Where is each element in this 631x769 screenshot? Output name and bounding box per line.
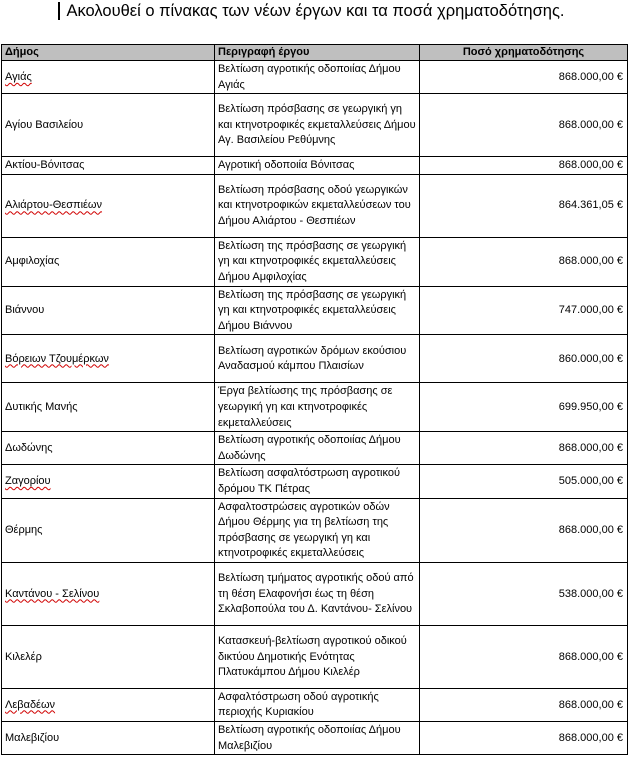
cell-description: Ασφαλτόστρωση οδού αγροτικής περιοχής Κυριακίου xyxy=(215,688,420,721)
cell-municipality: Ακτίου-Βόνιτσας xyxy=(2,157,215,175)
table-row xyxy=(2,335,628,383)
cell-municipality: Καντάνου - Σελίνου xyxy=(2,562,215,625)
text-cursor xyxy=(58,2,60,20)
cell-amount: 699.950,00 € xyxy=(420,383,628,432)
cell-municipality: Κιλελέρ xyxy=(2,625,215,688)
cell-description: Ασφαλτοστρώσεις αγροτικών οδών Δήμου Θέρμης για τη βελτίωση της πρόσβασης σε γεωργική γη και κτηνοτροφικές εκμεταλλεύσεις xyxy=(215,498,420,562)
cell-description: Βελτίωση τμήματος αγροτικής οδού από τη θέση Ελαφονήσι έως τη θέση Σκλαβοπούλα του Δ. Καντάνου- Σελίνου xyxy=(215,562,420,625)
cell-amount: 868.000,00 € xyxy=(420,625,628,688)
cell-amount: 868.000,00 € xyxy=(420,157,628,175)
cell-municipality: Θέρμης xyxy=(2,498,215,562)
title-text: Ακολουθεί ο πίνακας των νέων έργων και τα ποσά χρηματοδότησης. xyxy=(66,2,565,20)
cell-description: Έργα βελτίωσης της πρόσβασης σε γεωργική γη και κτηνοτροφικές εκμεταλλεύσεις xyxy=(215,383,420,432)
cell-municipality: Αλιάρτου-Θεσπιέων xyxy=(2,174,215,237)
cell-description: Βελτίωση της πρόσβασης σε γεωργική γη και κτηνοτροφικές εκμεταλλεύσεις Δήμου Βιάννου xyxy=(215,286,420,335)
cell-amount: 868.000,00 € xyxy=(420,237,628,286)
table-row xyxy=(2,562,628,625)
cell-amount: 505.000,00 € xyxy=(420,465,628,498)
cell-amount: 868.000,00 € xyxy=(420,722,628,755)
table-row xyxy=(2,465,628,498)
cell-amount: 860.000,00 € xyxy=(420,335,628,383)
header-description: Περιγραφή έργου xyxy=(215,45,420,61)
cell-description: Αγροτική οδοποιία Βόνιτσας xyxy=(215,157,420,175)
header-amount: Ποσό χρηματοδότησης xyxy=(420,45,628,61)
cell-amount: 868.000,00 € xyxy=(420,498,628,562)
cell-description: Βελτίωση αγροτικής οδοποιίας Δήμου Δωδώνης xyxy=(215,432,420,465)
cell-municipality: Βόρειων Τζουμέρκων xyxy=(2,335,215,383)
table-row xyxy=(2,688,628,721)
table-row xyxy=(2,625,628,688)
table-row xyxy=(2,286,628,335)
table-row xyxy=(2,61,628,94)
projects-table xyxy=(1,44,628,755)
cell-description: Βελτίωση ασφαλτόστρωση αγροτικού δρόμου ΤΚ Πέτρας xyxy=(215,465,420,498)
cell-municipality: Βιάννου xyxy=(2,286,215,335)
cell-description: Βελτίωση της πρόσβασης σε γεωργική γη και κτηνοτροφικές εκμεταλλεύσεις Δήμου Αμφιλοχίας xyxy=(215,237,420,286)
cell-municipality: Αγίου Βασιλείου xyxy=(2,94,215,157)
cell-amount: 868.000,00 € xyxy=(420,688,628,721)
cell-amount: 864.361,05 € xyxy=(420,174,628,237)
cell-municipality: Λεβαδέων xyxy=(2,688,215,721)
table-row xyxy=(2,94,628,157)
page-title xyxy=(0,0,631,26)
cell-description: Βελτίωση αγροτικής οδοποιίας Δήμου Μαλεβιζίου xyxy=(215,722,420,755)
table-row xyxy=(2,383,628,432)
cell-municipality: Ζαγορίου xyxy=(2,465,215,498)
table-row xyxy=(2,722,628,755)
table-body xyxy=(2,61,628,755)
cell-municipality: Δωδώνης xyxy=(2,432,215,465)
cell-municipality: Δυτικής Μανής xyxy=(2,383,215,432)
cell-description: Βελτίωση πρόσβασης οδού γεωργικών και κτηνοτροφικών εκμεταλλεύσεων του Δήμου Αλιάρτου - Θεσπιέων xyxy=(215,174,420,237)
cell-description: Κατασκευή-βελτίωση αγροτικού οδικού δικτύου Δημοτικής Ενότητας Πλατυκάμπου Δήμου Κιλελέρ xyxy=(215,625,420,688)
cell-amount: 868.000,00 € xyxy=(420,432,628,465)
cell-description: Βελτίωση αγροτικών δρόμων εκούσιου Αναδασμού κάμπου Πλαισίων xyxy=(215,335,420,383)
table-row xyxy=(2,237,628,286)
table-header-row xyxy=(2,45,628,61)
cell-amount: 868.000,00 € xyxy=(420,94,628,157)
cell-amount: 538.000,00 € xyxy=(420,562,628,625)
cell-description: Βελτίωση αγροτικής οδοποιίας Δήμου Αγιάς xyxy=(215,61,420,94)
cell-municipality: Μαλεβιζίου xyxy=(2,722,215,755)
table-row xyxy=(2,174,628,237)
table-row xyxy=(2,432,628,465)
header-municipality: Δήμος xyxy=(2,45,215,61)
cell-municipality: Αμφιλοχίας xyxy=(2,237,215,286)
table-row xyxy=(2,498,628,562)
cell-amount: 747.000,00 € xyxy=(420,286,628,335)
cell-description: Βελτίωση πρόσβασης σε γεωργική γη και κτηνοτροφικές εκμεταλλεύσεις Δήμου Αγ. Βασιλείου Ρεθύμνης xyxy=(215,94,420,157)
cell-amount: 868.000,00 € xyxy=(420,61,628,94)
cell-municipality: Αγιάς xyxy=(2,61,215,94)
table-row xyxy=(2,157,628,175)
